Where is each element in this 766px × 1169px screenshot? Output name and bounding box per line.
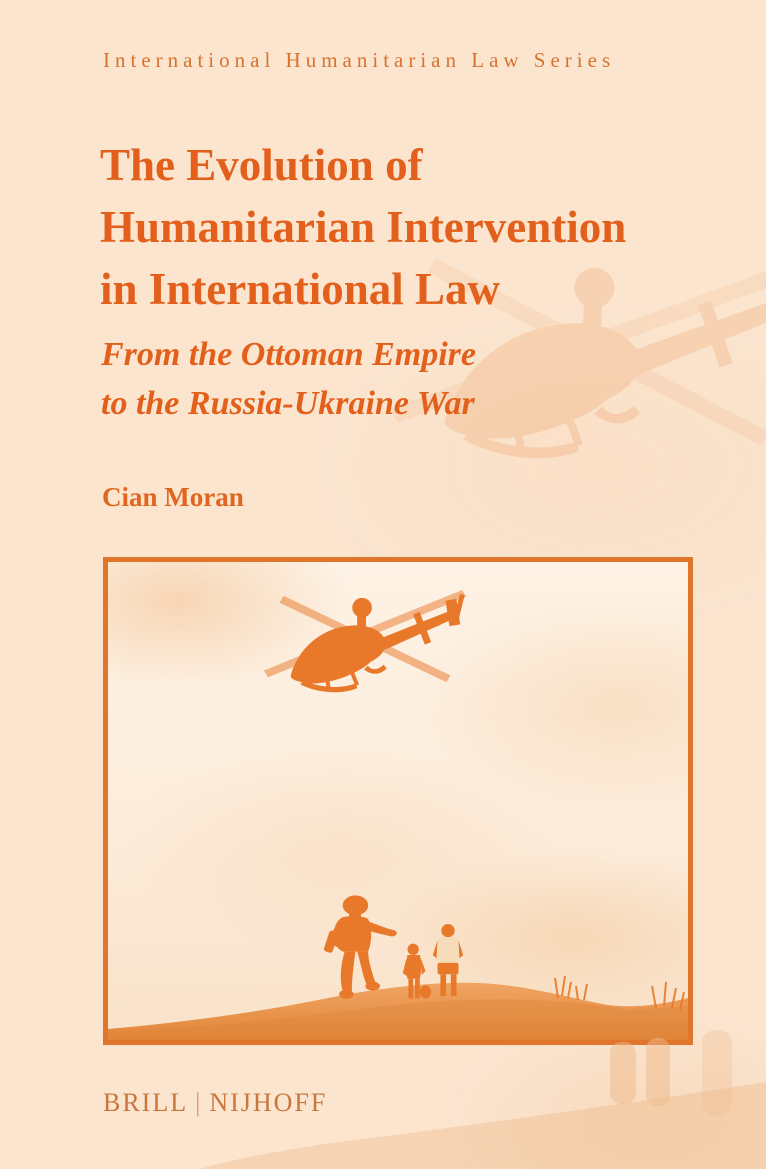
book-subtitle xyxy=(101,330,661,428)
title-line: Humanitarian Intervention xyxy=(100,202,627,252)
subtitle-line: to the Russia-Ukraine War xyxy=(101,385,475,422)
book-title xyxy=(100,134,720,320)
brill-wordmark: BRILL xyxy=(103,1088,189,1117)
nijhoff-wordmark: NIJHOFF xyxy=(209,1088,328,1117)
soldier-icon xyxy=(321,890,399,1006)
title-line: The Evolution of xyxy=(100,140,423,190)
author-name: Cian Moran xyxy=(102,482,244,512)
child-icon xyxy=(399,942,433,1002)
cover-artwork-frame xyxy=(103,557,693,1045)
child-icon xyxy=(429,922,467,1000)
series-title: International Humanitarian Law Series xyxy=(103,48,616,72)
title-line: in International Law xyxy=(100,264,501,314)
subtitle-line: From the Ottoman Empire xyxy=(101,336,476,373)
publisher-separator: | xyxy=(195,1088,203,1117)
publisher-wordmark xyxy=(103,1088,403,1118)
cover-artwork xyxy=(108,562,688,1040)
